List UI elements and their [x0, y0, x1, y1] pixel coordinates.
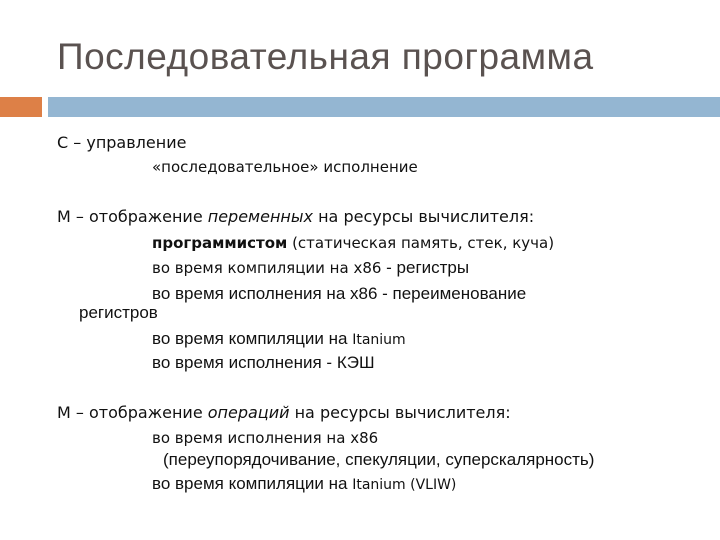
m-vars-compile-x86 — [152, 258, 469, 278]
slide-title: Последовательная программа — [57, 36, 594, 77]
accent-bar — [0, 97, 42, 117]
m-vars-runtime-cache: во время исполнения - КЭШ — [152, 353, 375, 372]
m-ops-runtime-detail: (переупорядочивание, спекуляции, суперскалярность) — [163, 450, 595, 469]
m-vars-heading — [57, 207, 534, 226]
programmer-bold: программистом — [152, 234, 288, 252]
m-vars-suffix: на ресурсы вычислителя: — [313, 207, 535, 226]
m-vars-runtime-x86-cont: регистров — [79, 303, 158, 322]
m-vars-italic: переменных — [207, 207, 313, 226]
compile-x86-b: - регистры — [381, 258, 470, 277]
m-ops-suffix: на ресурсы вычислителя: — [289, 403, 511, 422]
m-vars-runtime-x86: во время исполнения на x86 - переименование — [152, 284, 527, 303]
programmer-rest: (статическая память, стек, куча) — [287, 234, 555, 252]
compile-itanium-b: Itanium — [352, 332, 406, 348]
m-ops-heading — [57, 403, 511, 422]
m-ops-runtime-x86: во время исполнения на x86 — [152, 429, 379, 447]
ops-compile-itanium-b: Itanium (VLIW) — [352, 477, 457, 493]
m-vars-prefix: М – отображение — [57, 207, 208, 226]
control-line-2: «последовательное» исполнение — [152, 158, 418, 176]
ops-compile-itanium-a: во время компиляции на — [152, 474, 353, 493]
control-line-1: С – управление — [57, 133, 187, 152]
header-bar — [48, 97, 720, 117]
m-ops-italic: операций — [207, 403, 290, 422]
m-ops-prefix: М – отображение — [57, 403, 208, 422]
compile-itanium-a: во время компиляции на — [152, 329, 353, 348]
m-vars-compile-itanium — [152, 329, 406, 349]
compile-x86-a: во время компиляции на x86 — [152, 259, 382, 277]
m-ops-compile-itanium — [152, 474, 456, 494]
m-vars-programmer — [152, 234, 554, 252]
